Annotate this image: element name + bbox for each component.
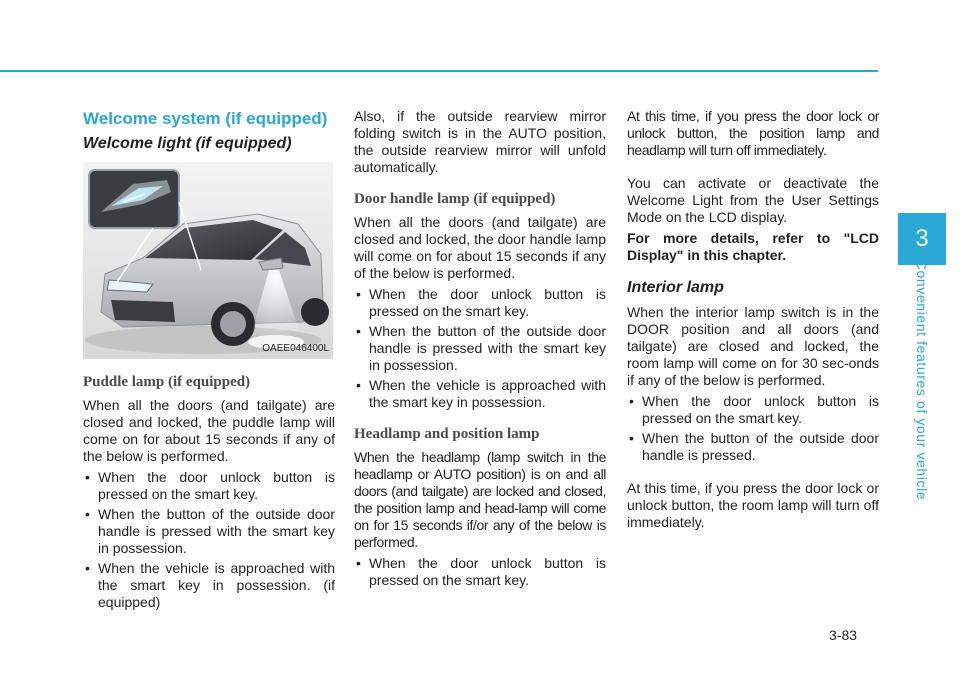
door-handle-intro: When all the doors (and tailgate) are closed and locked, the door handle lamp will come on for about 15 seconds if any of the below is performed. xyxy=(354,214,606,281)
figure-code: OAEE046400L xyxy=(262,343,329,354)
door-handle-list xyxy=(354,286,606,411)
column-2 xyxy=(354,108,606,593)
section-title: Welcome system (if equipped) xyxy=(83,109,328,128)
car-illustration-svg xyxy=(83,162,333,359)
col3-top-text: At this time, if you press the door lock or unlock button, the position lamp and headlamp will turn off immediately. xyxy=(627,108,879,158)
headlamp-intro: When the headlamp (lamp switch in the headlamp or AUTO position) is on and all doors (and tailgate) are locked and closed, the position lamp and head-lamp will come on for 15 seconds if/or any of the below is performed. xyxy=(354,449,606,550)
mirror-text: Also, if the outside rearview mirror folding switch is in the AUTO position, the outside rearview mirror will unfold automatically. xyxy=(354,108,606,175)
car-illustration xyxy=(83,162,333,359)
chapter-tab: 3 xyxy=(898,213,946,265)
header-rule xyxy=(0,70,878,72)
refer-text: For more details, refer to "LCD Display" in this chapter. xyxy=(627,230,879,263)
page-number: 3-83 xyxy=(829,627,858,643)
interior-list xyxy=(627,393,879,464)
headlamp-heading: Headlamp and position lamp xyxy=(354,426,540,442)
interior-heading: Interior lamp xyxy=(627,279,724,296)
headlamp-list xyxy=(354,555,606,589)
puddle-list xyxy=(83,469,335,611)
list-item: • When the button of the outside door handle is pressed with the smart key in possession. xyxy=(354,323,606,374)
column-3 xyxy=(627,108,879,535)
chapter-title: Convenient features of your vehicle xyxy=(914,259,930,501)
list-item: • When the door unlock button is pressed on the smart key. xyxy=(627,393,879,427)
puddle-intro: When all the doors (and tailgate) are closed and locked, the puddle lamp will come on for about 15 seconds if any of the below is performed. xyxy=(83,397,335,464)
puddle-heading: Puddle lamp (if equipped) xyxy=(83,374,251,390)
list-item: • When the button of the outside door handle is pressed. xyxy=(627,430,879,464)
list-item: • When the door unlock button is pressed on the smart key. xyxy=(354,286,606,320)
door-handle-heading: Door handle lamp (if equipped) xyxy=(354,191,556,207)
column-1 xyxy=(83,108,335,615)
list-item: • When the door unlock button is pressed on the smart key. xyxy=(83,469,335,503)
interior-intro: When the interior lamp switch is in the DOOR position and all doors (and tailgate) are closed and locked, the room lamp will come on for 30 sec-onds if any of the below is performed. xyxy=(627,304,879,388)
activate-text: You can activate or deactivate the Welcome Light from the User Settings Mode on the LCD display. xyxy=(627,175,879,225)
list-item: • When the button of the outside door handle is pressed with the smart key in possession. xyxy=(83,506,335,557)
list-item: • When the door unlock button is pressed on the smart key. xyxy=(354,555,606,589)
interior-closing: At this time, if you press the door lock or unlock button, the room lamp will turn off immediately. xyxy=(627,480,879,530)
welcome-light-heading: Welcome light (if equipped) xyxy=(83,135,292,152)
list-item: • When the vehicle is approached with the smart key in possession. xyxy=(354,377,606,411)
list-item: • When the vehicle is approached with the smart key in possession. (if equipped) xyxy=(83,560,335,611)
